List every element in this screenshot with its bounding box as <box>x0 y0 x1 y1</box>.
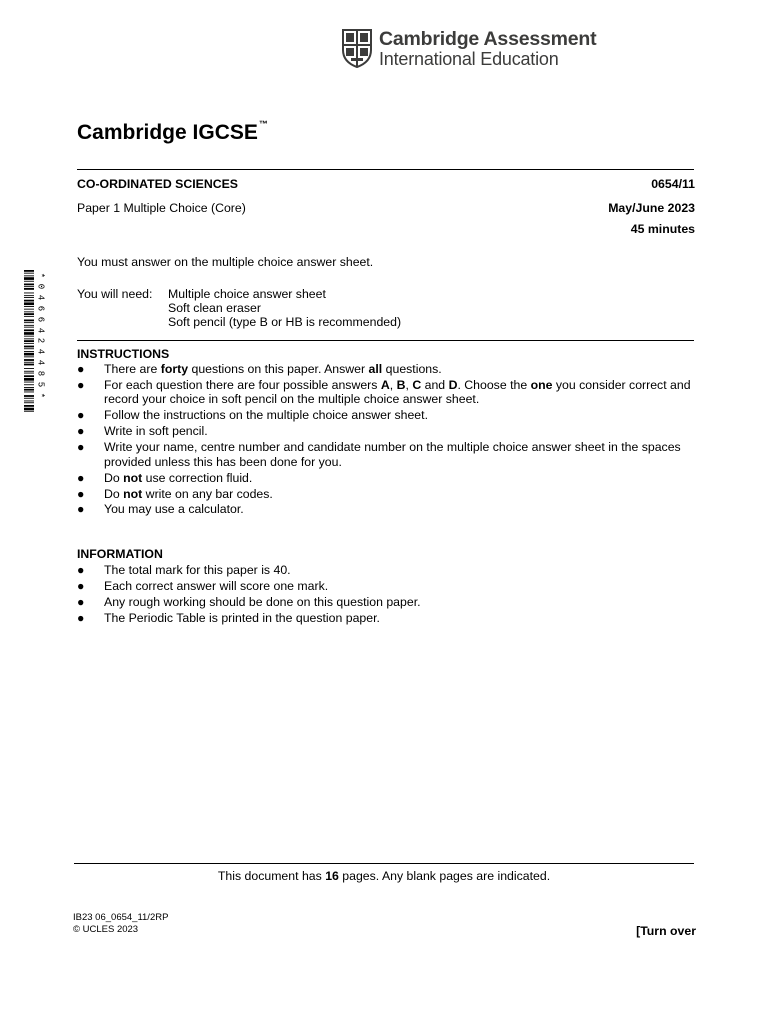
barcode-digit: 4 <box>35 294 46 300</box>
paper-description: Paper 1 Multiple Choice (Core) <box>77 201 246 215</box>
need-label: You will need: <box>77 287 153 301</box>
barcode-digit: 2 <box>35 338 46 344</box>
trademark-symbol: ™ <box>258 119 268 129</box>
bullet-icon: ● <box>77 563 85 577</box>
cambridge-logo <box>341 28 597 72</box>
subject-name: CO-ORDINATED SCIENCES <box>77 177 239 191</box>
exam-duration: 45 minutes <box>630 222 695 236</box>
information-item: ● The total mark for this paper is 40. <box>77 563 291 577</box>
bullet-icon: ● <box>77 486 85 501</box>
barcode-digit: 6 <box>35 305 46 311</box>
bullet-icon: ● <box>77 610 85 625</box>
barcode-digit: * <box>35 392 46 399</box>
information-item: ● Any rough working should be done on this question paper. <box>77 594 421 609</box>
instruction-item: ● Write in soft pencil. <box>77 424 208 439</box>
barcode-digit: 4 <box>35 360 46 366</box>
divider-top <box>77 169 694 170</box>
barcode-digits <box>34 270 46 412</box>
barcode-digit: 6 <box>35 316 46 322</box>
instruction-item: ● Do not write on any bar codes. <box>77 486 273 501</box>
information-item: ● Each correct answer will score one mark. <box>77 578 329 593</box>
bullet-icon: ● <box>77 502 85 517</box>
information-item: ● The Periodic Table is printed in the question paper. <box>77 610 380 625</box>
print-reference <box>73 912 168 936</box>
answer-requirement: You must answer on the multiple choice answer sheet. <box>77 255 374 269</box>
instructions-heading: INSTRUCTIONS <box>77 347 170 361</box>
page-count: 16 <box>325 869 339 883</box>
instructions-list <box>77 362 697 518</box>
bullet-icon: ● <box>77 594 85 609</box>
instruction-item: ● Follow the instructions on the multiple choice answer sheet. <box>77 408 428 423</box>
bullet-icon: ● <box>77 408 85 423</box>
turn-over-label: [Turn over <box>636 924 696 938</box>
logo-line-2: International Education <box>379 49 559 69</box>
barcode-digit: 4 <box>35 349 46 355</box>
barcode-digit: * <box>35 272 46 279</box>
barcode-digit: 5 <box>35 381 46 388</box>
barcode-digit: 8 <box>35 370 46 377</box>
qualification-title <box>77 121 268 145</box>
information-heading: INFORMATION <box>77 547 163 561</box>
paper-code: 0654/11 <box>651 177 695 191</box>
need-item: Soft pencil (type B or HB is recommended) <box>168 315 402 329</box>
barcode-digit: 0 <box>35 283 46 290</box>
divider-middle <box>77 340 694 341</box>
page-count-note: This document has 16 pages. Any blank pages are indicated. <box>217 869 551 883</box>
need-list <box>168 287 401 329</box>
instruction-item: ● For each question there are four possible answers A, B, C and D. Choose the one you consider correct and record your choice in soft pencil on the multiple choice answer sheet. <box>77 377 691 407</box>
print-code: IB23 06_0654_11/2RP <box>73 912 169 923</box>
bullet-icon: ● <box>77 362 85 376</box>
exam-session: May/June 2023 <box>608 201 695 215</box>
need-item: Soft clean eraser <box>168 301 261 315</box>
qualification-name: Cambridge IGCSE <box>77 121 258 144</box>
instruction-item: ● Do not use correction fluid. <box>77 470 253 485</box>
barcode-icon <box>24 270 34 412</box>
divider-footer <box>74 863 694 864</box>
bullet-icon: ● <box>77 470 85 485</box>
bullet-icon: ● <box>77 424 85 439</box>
copyright: © UCLES 2023 <box>73 924 139 935</box>
instruction-item: ● Write your name, centre number and candidate number on the multiple choice answer sheet in the spaces provided unless this has been done for you. <box>77 440 681 469</box>
instruction-item: ● You may use a calculator. <box>77 502 244 517</box>
need-item: Multiple choice answer sheet <box>168 287 326 301</box>
bullet-icon: ● <box>77 377 85 392</box>
information-list <box>77 563 697 627</box>
bullet-icon: ● <box>77 578 85 593</box>
logo-line-1: Cambridge Assessment <box>379 28 597 50</box>
instruction-item: ● There are forty questions on this paper. Answer all questions. <box>77 362 442 376</box>
crest-icon <box>341 28 373 68</box>
bullet-icon: ● <box>77 440 85 455</box>
barcode-digit: 4 <box>35 327 46 333</box>
